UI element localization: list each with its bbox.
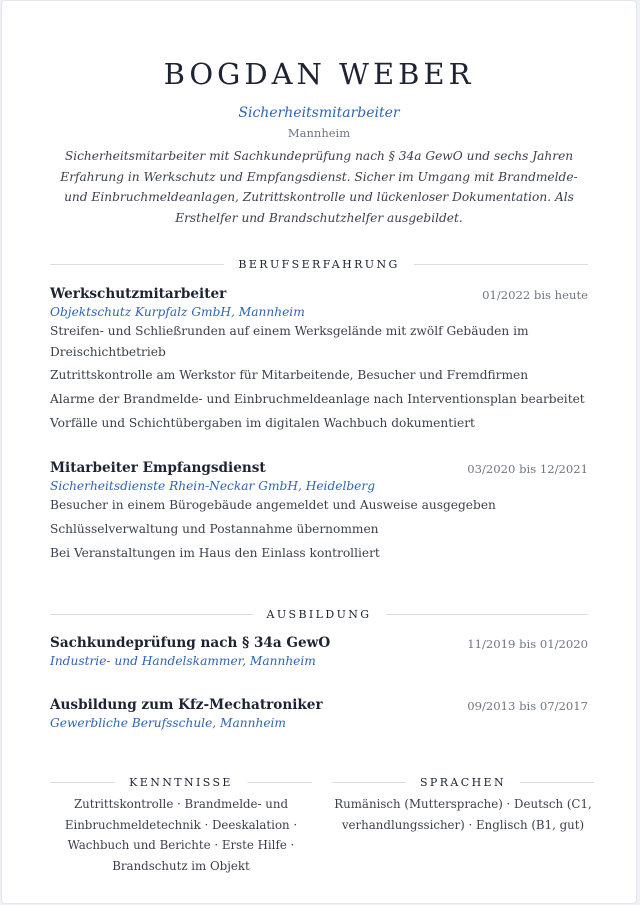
experience-entry xyxy=(50,460,588,567)
entry-bullet: Bei Veranstaltungen im Haus den Einlass kontrolliert xyxy=(50,545,380,560)
skills-heading-label: KENNTNISSE xyxy=(129,775,233,789)
entry-role: Werkschutzmitarbeiter xyxy=(50,286,227,302)
resume-page xyxy=(1,0,637,904)
entry-dates: 11/2019 bis 01/2020 xyxy=(467,637,588,651)
entry-dates: 09/2013 bis 07/2017 xyxy=(467,699,588,713)
entry-organization: Sicherheitsdienste Rhein-Neckar GmbH, Heidelberg xyxy=(50,479,375,493)
languages-text: Rumänisch (Muttersprache) · Deutsch (C1, verhandlungssicher) · Englisch (B1, gut) xyxy=(334,797,592,832)
divider xyxy=(332,782,406,783)
education-heading-label: AUSBILDUNG xyxy=(266,607,372,621)
education-entry xyxy=(50,635,588,668)
skills-section-heading xyxy=(50,775,312,789)
entry-bullet: Zutrittskontrolle am Werkstor für Mitarbeitende, Besucher und Fremdfirmen xyxy=(50,368,529,383)
divider xyxy=(247,782,312,783)
entry-role: Sachkundeprüfung nach § 34a GewO xyxy=(50,635,331,651)
entry-role: Mitarbeiter Empfangsdienst xyxy=(50,460,266,476)
entry-dates: 03/2020 bis 12/2021 xyxy=(467,462,588,476)
entry-bullet: Besucher in einem Bürogebäude angemeldet und Ausweise ausgegeben xyxy=(50,498,496,512)
divider xyxy=(386,614,589,615)
skills-text: Zutrittskontrolle · Brandmelde- und Einbruchmeldetechnik · Deeskalation · Wachbuch und Berichte · Erste Hilfe · Brandschutz im Objekt xyxy=(64,797,298,874)
divider xyxy=(50,782,115,783)
entry-dates: 01/2022 bis heute xyxy=(482,288,588,302)
experience-section-heading xyxy=(50,257,588,271)
entry-bullet-list xyxy=(50,495,588,563)
entry-bullet-list xyxy=(50,321,588,434)
entry-role: Ausbildung zum Kfz-Mechatroniker xyxy=(50,697,323,713)
languages-heading-label: SPRACHEN xyxy=(419,775,507,789)
candidate-name: BOGDAN WEBER xyxy=(163,57,475,91)
location: Mannheim xyxy=(287,126,351,140)
entry-organization: Industrie- und Handelskammer, Mannheim xyxy=(50,654,316,668)
education-section-heading xyxy=(50,607,588,621)
experience-heading-label: BERUFSERFAHRUNG xyxy=(238,257,400,271)
job-title: Sicherheitsmitarbeiter xyxy=(238,105,400,121)
profile-summary: Sicherheitsmitarbeiter mit Sachkundeprüfung nach § 34a GewO und sechs Jahren Erfahrung in Werkschutz und Empfangsdienst. Sicher im Umgang mit Brandmelde- und Einbruchmeldeanlagen, Zutrittskontrolle und lückenloser Dokumentation. Als Ersthelfer und Brandschutzhelfer ausgebildet. xyxy=(60,149,578,226)
entry-bullet: Streifen- und Schließrunden auf einem Werksgelände mit zwölf Gebäuden im Dreischichtbetrieb xyxy=(50,324,529,359)
experience-entry xyxy=(50,286,588,437)
entry-bullet: Schlüsselverwaltung und Postannahme übernommen xyxy=(50,521,379,536)
divider xyxy=(414,264,588,265)
divider xyxy=(50,614,253,615)
skills-section xyxy=(50,775,312,877)
entry-organization: Gewerbliche Berufsschule, Mannheim xyxy=(50,716,286,730)
entry-bullet: Vorfälle und Schichtübergaben im digitalen Wachbuch dokumentiert xyxy=(50,416,475,431)
divider xyxy=(520,782,594,783)
entry-organization: Objektschutz Kurpfalz GmbH, Mannheim xyxy=(50,305,305,319)
entry-bullet: Alarme der Brandmelde- und Einbruchmeldeanlage nach Interventionsplan bearbeitet xyxy=(50,392,585,407)
education-entry xyxy=(50,697,588,730)
divider xyxy=(50,264,224,265)
languages-section-heading xyxy=(332,775,594,789)
languages-section xyxy=(332,775,594,835)
